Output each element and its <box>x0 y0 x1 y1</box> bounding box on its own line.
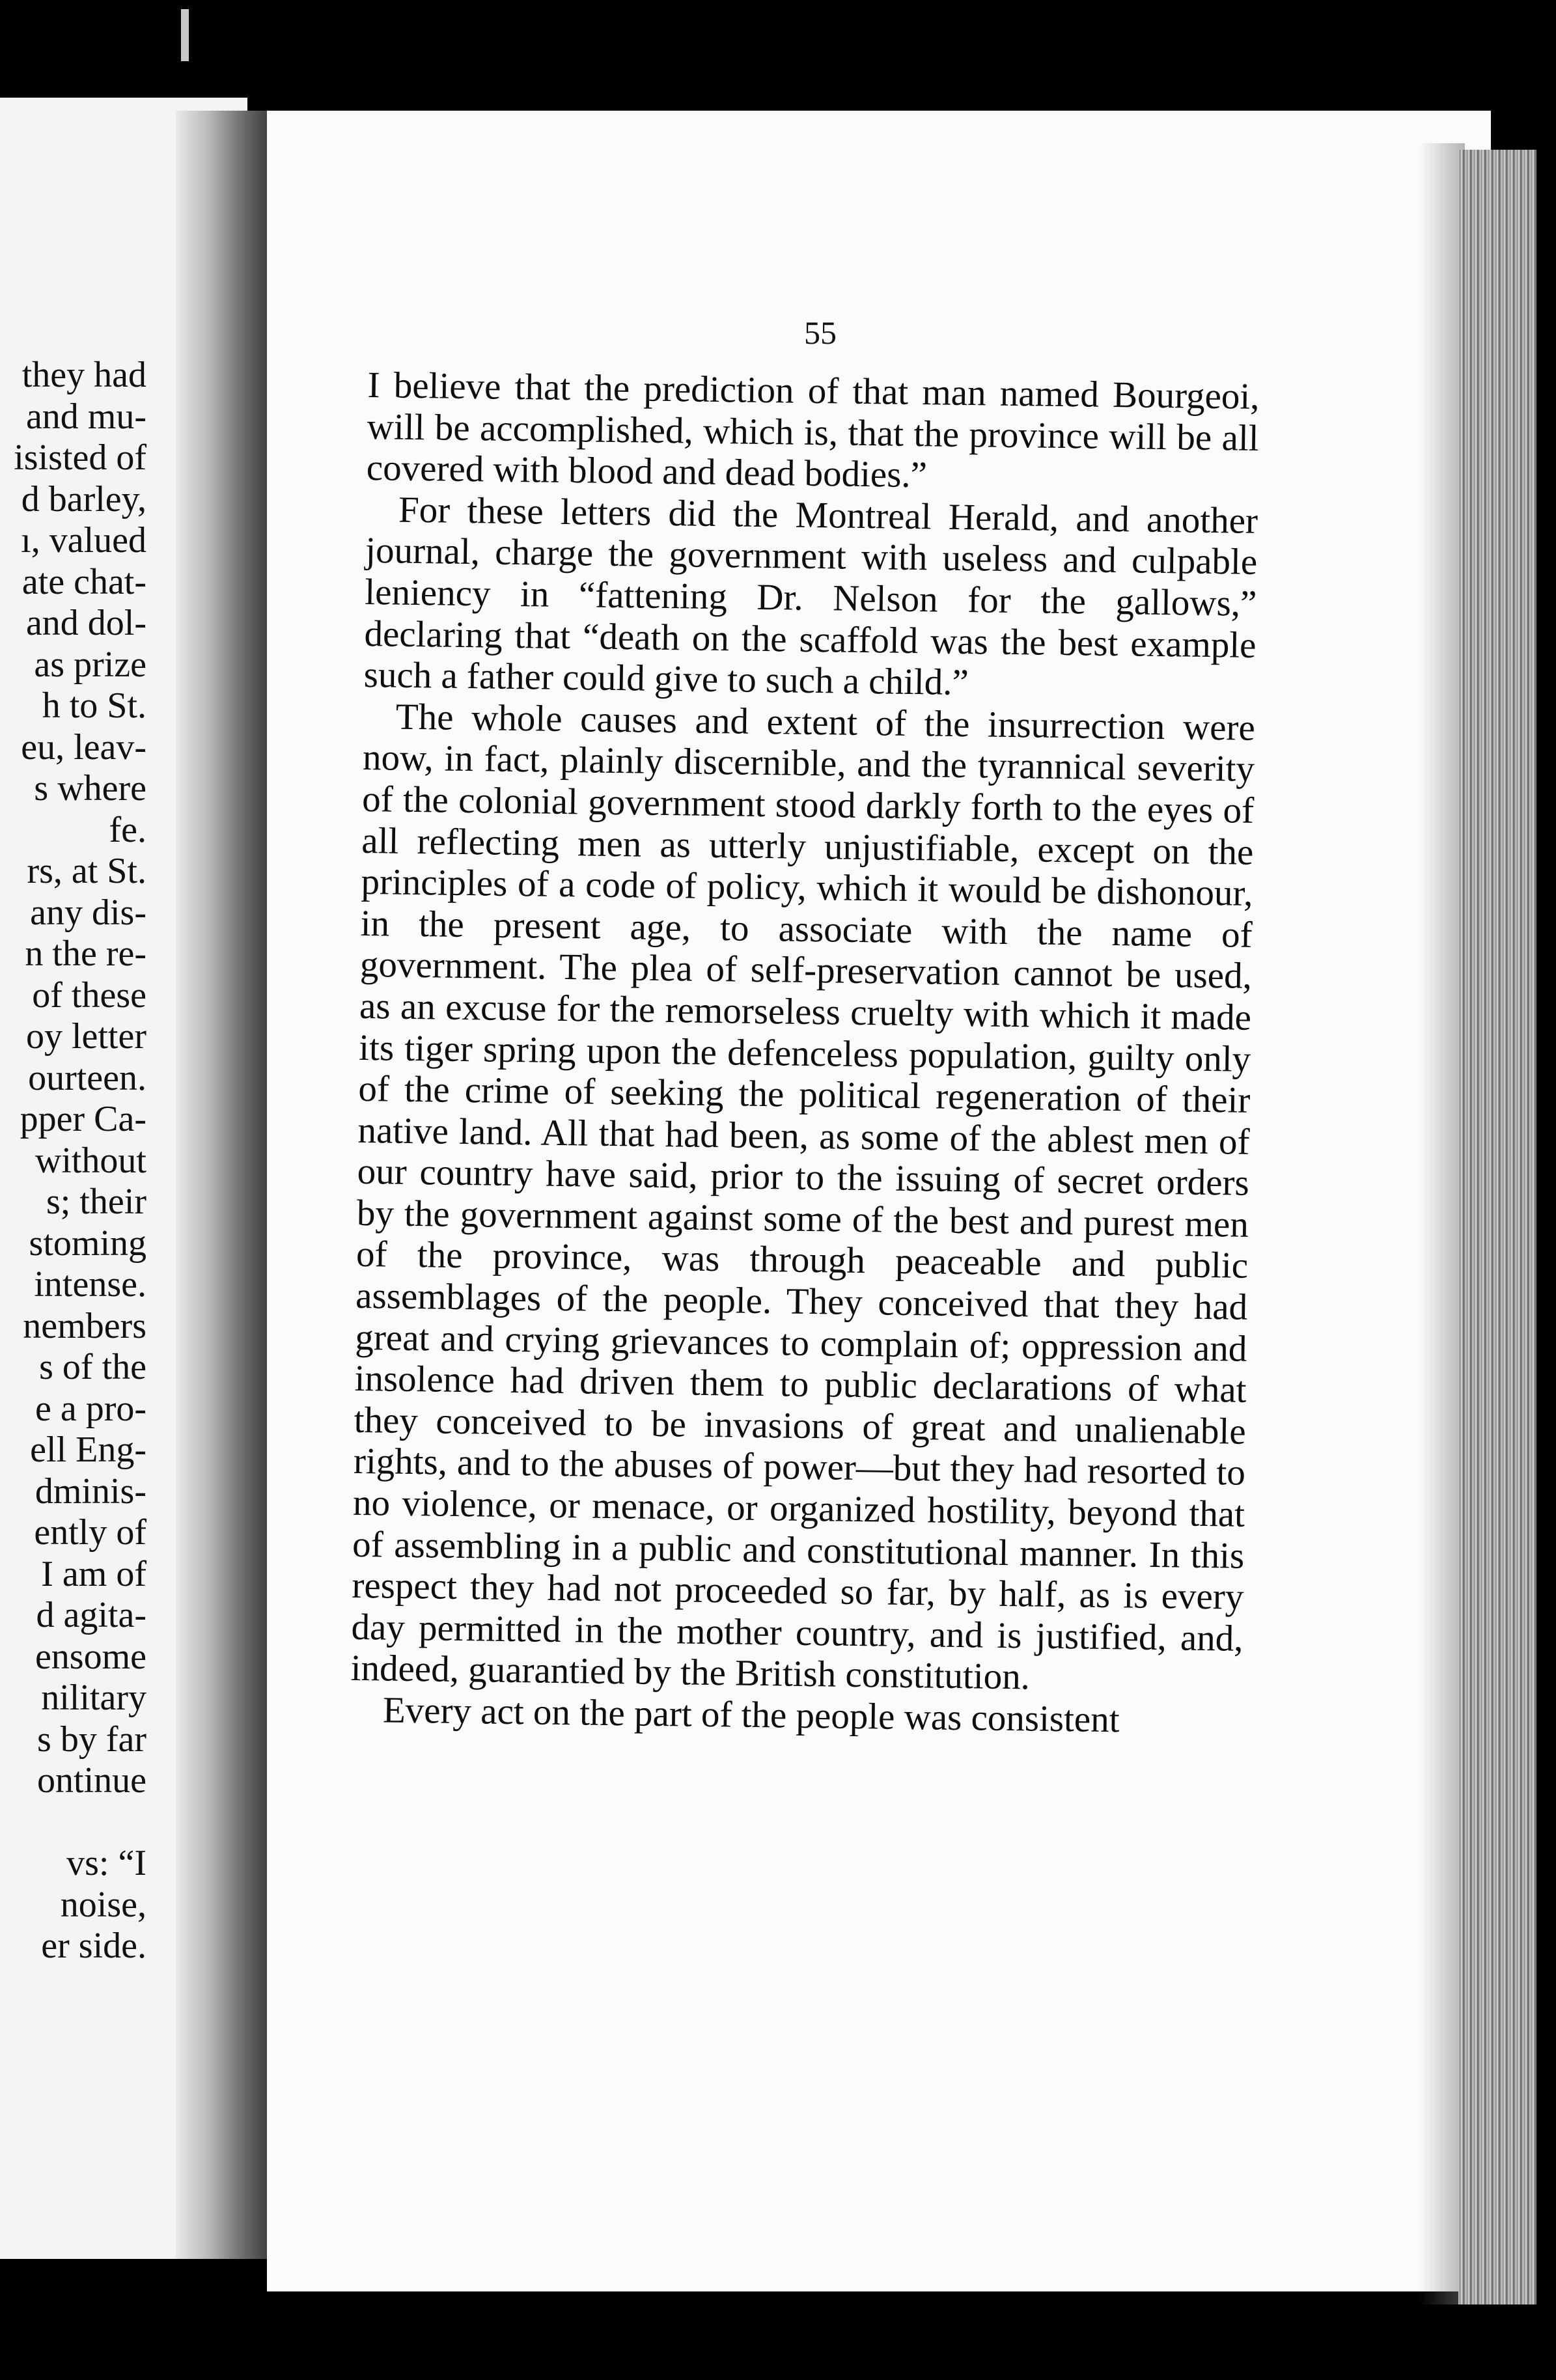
body-text <box>350 365 1260 1742</box>
facing-page-line: ently of <box>34 1512 146 1553</box>
facing-page-line: pper Ca- <box>20 1099 146 1139</box>
facing-page-line: eu, leav- <box>21 726 146 768</box>
facing-page-line: intense. <box>34 1264 146 1305</box>
facing-page-line: of these <box>32 975 146 1016</box>
facing-page-line: ı, valued <box>21 520 146 560</box>
facing-page-line: dminis- <box>35 1471 146 1512</box>
facing-page-line: rs, at St. <box>27 851 146 891</box>
facing-page-line: ate chat- <box>21 561 146 602</box>
page-edges <box>1458 150 1536 2304</box>
facing-page-line: any dis- <box>30 892 146 933</box>
facing-page-line: s by far <box>37 1719 146 1760</box>
facing-page-line: they had <box>21 355 146 395</box>
facing-page-line: ell Eng- <box>30 1430 146 1470</box>
facing-page-line: without <box>35 1140 146 1181</box>
facing-page-line: d barley, <box>21 478 146 519</box>
facing-page-line: ensome <box>35 1636 146 1677</box>
paragraph: Every act on the part of the people was consistent <box>382 1689 1120 1741</box>
facing-page-line: fe. <box>109 809 146 850</box>
facing-page-line: nilitary <box>41 1678 146 1718</box>
facing-page-line: I am of <box>41 1553 146 1594</box>
facing-page-line <box>0 1802 146 1844</box>
paragraph: For these letters did the Montreal Herald, and another journal, charge the government with useless and culpable leniency in “fattening Dr. Nelson for the gallows,” declaring that “death on the scaffold was the best example such a father could give to such a child.” <box>363 489 1258 704</box>
facing-page-line: s; their <box>46 1182 146 1222</box>
facing-page-line: s of the <box>39 1347 146 1387</box>
facing-page-line: ontinue <box>37 1760 146 1801</box>
scan-mark <box>181 9 189 61</box>
facing-page-line: ourteen. <box>28 1057 146 1098</box>
facing-page-line: and mu- <box>25 396 146 437</box>
facing-page-line: noise, <box>60 1884 146 1925</box>
facing-page-line: and dol- <box>25 603 146 643</box>
facing-page-line: isisted of <box>14 437 146 478</box>
facing-page-line: n the re- <box>25 934 146 974</box>
facing-page-line: e a pro- <box>35 1388 146 1429</box>
facing-page-line: oy letter <box>25 1016 146 1057</box>
facing-page-line: er side. <box>41 1926 146 1966</box>
facing-page-line: h to St. <box>42 685 146 726</box>
paragraph: The whole causes and extent of the insurrection were now, in fact, plainly discernible, and the tyrannical severity of the colonial government stood darkly forth to the eyes of all reflecting men as utterly unjustifiable, except on the principles of a code of policy, which it would be dishonour, in the present age, to associate with the name of government. The plea of self-preservation cannot be used, as an excuse for the remorseless cruelty with which it made its tiger spring upon the defenceless population, guilty only of the crime of seeking the political regeneration of their native land. All that had been, as some of the ablest men of our country have said, prior to the issuing of secret orders by the government against some of the best and purest men of the province, was through peaceable and public assemblages of the people. They conceived that they had great and crying grievances to complain of; oppression and insolence had driven them to public declarations of what they conceived to be invasions of great and unalienable rights, and to the abuses of power—but they had resorted to no violence, or menace, or organized hostility, beyond that of assembling in a public and constitutional manner. In this respect they had not proceeded so far, by half, as is every day permitted in the mother country, and is justified, and, indeed, guarantied by the British constitution. <box>350 696 1256 1698</box>
facing-page-line: vs: “I <box>66 1843 146 1883</box>
facing-page-text <box>0 355 146 1967</box>
facing-page-line: nembers <box>23 1305 146 1346</box>
facing-page-line: as prize <box>34 644 146 685</box>
page-number: 55 <box>804 314 837 351</box>
facing-page-line: stoming <box>29 1223 146 1264</box>
paragraph: I believe that the prediction of that man named Bourgeoi, will be accomplished, which is, that the province will be all covered with blood and dead bodies.” <box>366 365 1260 496</box>
facing-page-line: s where <box>34 768 146 809</box>
facing-page-line: d agita- <box>36 1595 146 1635</box>
